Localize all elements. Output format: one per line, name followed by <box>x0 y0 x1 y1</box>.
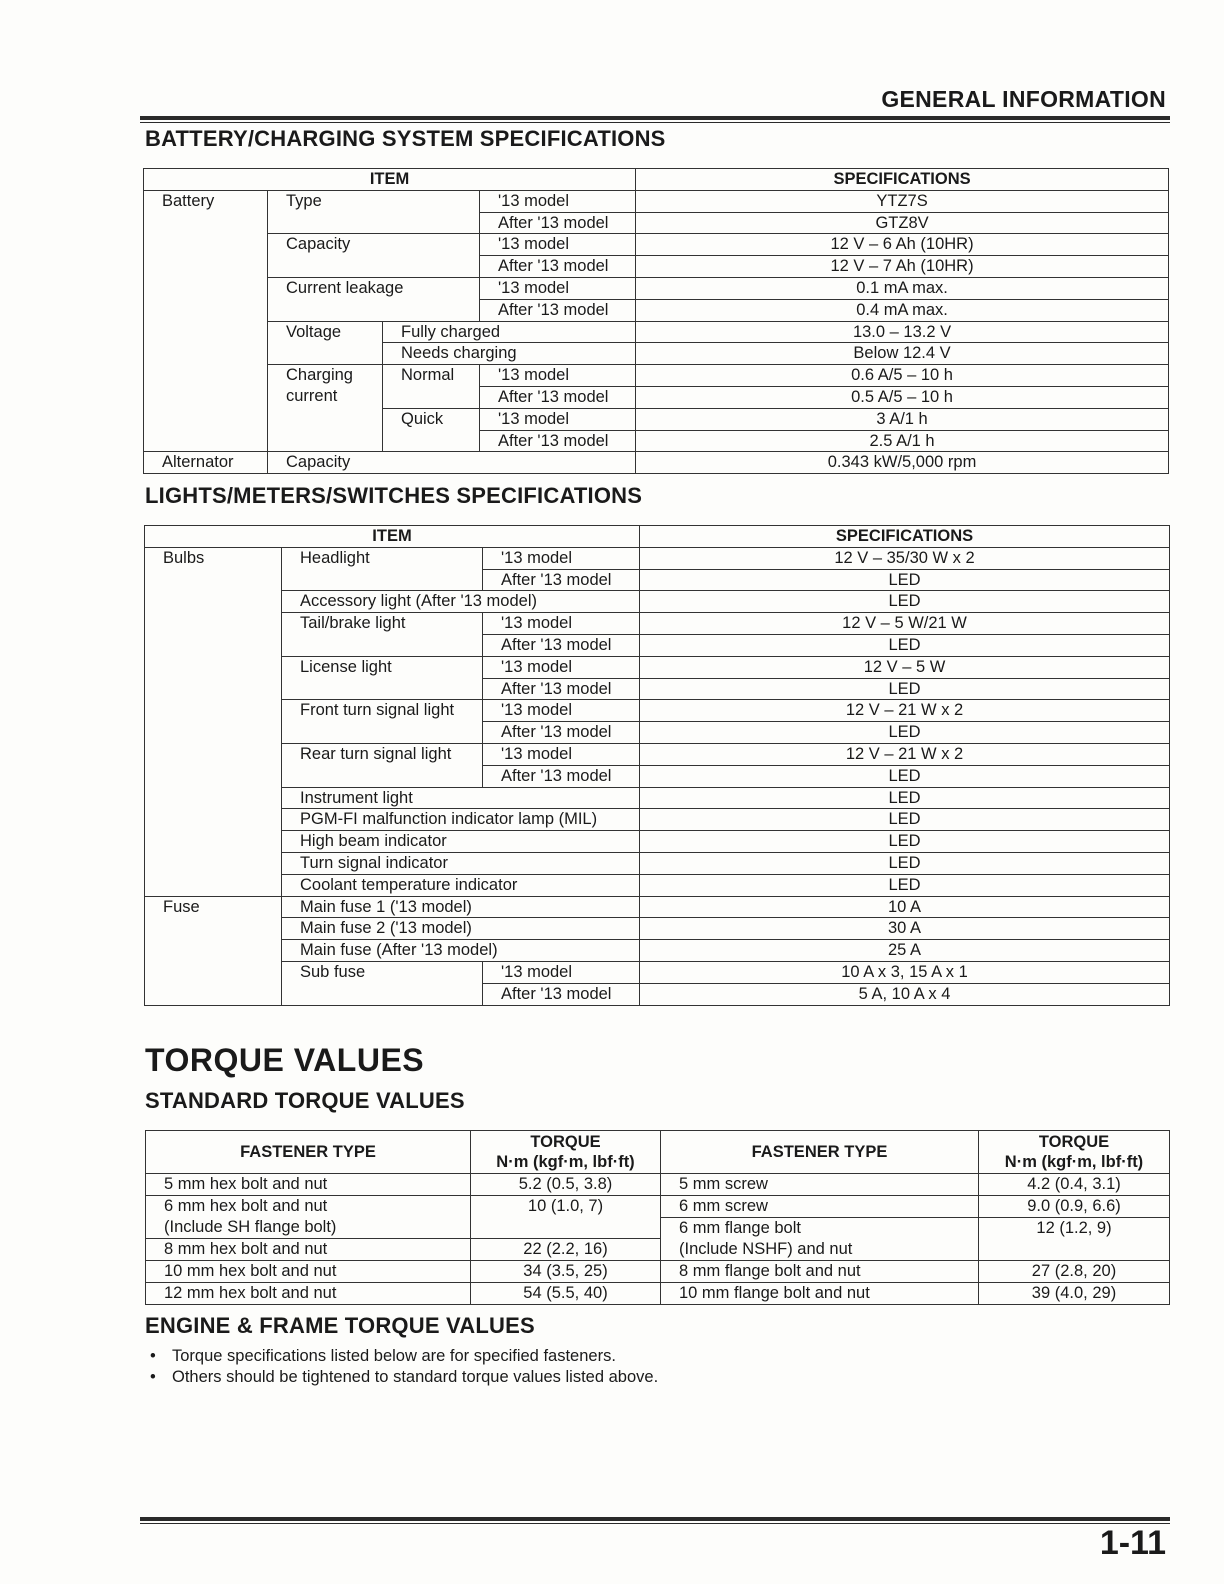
item-charging: Charging <box>268 365 383 387</box>
sub-item: Normal <box>383 365 480 387</box>
table-header-row <box>144 169 1169 191</box>
model-label: '13 model <box>483 961 640 983</box>
item-rear-turn: Rear turn signal light <box>282 743 483 765</box>
table-header-row <box>145 526 1170 548</box>
model-label: After '13 model <box>483 983 640 1005</box>
spec-value: 12 V – 5 W/21 W <box>640 613 1170 635</box>
spec-value: LED <box>640 852 1170 874</box>
col-fastener-left: FASTENER TYPE <box>146 1131 471 1174</box>
spec-value: 0.1 mA max. <box>636 277 1169 299</box>
section-header-title: GENERAL INFORMATION <box>881 86 1166 112</box>
col-torque-right <box>979 1131 1170 1174</box>
table-row <box>145 547 1170 569</box>
table-row <box>144 190 1169 212</box>
group-bulbs: Bulbs <box>145 547 282 569</box>
table-row <box>144 234 1169 256</box>
model-label: '13 model <box>483 743 640 765</box>
table-row <box>145 678 1170 700</box>
item-headlight: Headlight <box>282 547 483 569</box>
item-capacity: Capacity <box>268 234 480 256</box>
spec-value: LED <box>640 765 1170 787</box>
item-voltage: Voltage <box>268 321 383 343</box>
table-row <box>146 1174 1170 1196</box>
model-label: '13 model <box>483 656 640 678</box>
header-rule-thin <box>140 122 1170 123</box>
spec-value: 5 A, 10 A x 4 <box>640 983 1170 1005</box>
spec-value: LED <box>640 722 1170 744</box>
list-item <box>150 1346 658 1367</box>
footer-rule-thin <box>140 1523 1170 1524</box>
spec-value: Below 12.4 V <box>636 343 1169 365</box>
model-label: '13 model <box>483 547 640 569</box>
torque-value: 39 (4.0, 29) <box>979 1283 1170 1305</box>
spec-value: LED <box>640 809 1170 831</box>
spec-value: 0.5 A/5 – 10 h <box>636 386 1169 408</box>
table-row <box>145 591 1170 613</box>
table-row <box>146 1283 1170 1305</box>
model-label: '13 model <box>480 277 636 299</box>
table-row <box>144 430 1169 452</box>
spec-value: LED <box>640 634 1170 656</box>
engine-frame-title: ENGINE & FRAME TORQUE VALUES <box>145 1313 535 1338</box>
fastener-line: 6 mm hex bolt and nut <box>164 1197 328 1215</box>
model-label: After '13 model <box>483 765 640 787</box>
model-label: After '13 model <box>480 212 636 234</box>
item-turn-indicator: Turn signal indicator <box>282 852 640 874</box>
lights-section-title: LIGHTS/METERS/SWITCHES SPECIFICATIONS <box>145 483 643 508</box>
bullet-icon: • <box>150 1367 156 1386</box>
fastener-type: 6 mm screw <box>661 1196 979 1218</box>
table-row <box>145 809 1170 831</box>
bullet-text: Others should be tightened to standard torque values listed above. <box>172 1367 659 1386</box>
table-row <box>145 787 1170 809</box>
spec-value: 0.6 A/5 – 10 h <box>636 365 1169 387</box>
battery-spec-table <box>143 168 1169 474</box>
table-row <box>144 408 1169 430</box>
col-item-header: ITEM <box>145 526 640 548</box>
model-label: After '13 model <box>480 386 636 408</box>
item-current: current <box>268 386 383 408</box>
table-row <box>145 722 1170 744</box>
model-label: '13 model <box>480 408 636 430</box>
spec-value: 12 V – 7 Ah (10HR) <box>636 256 1169 278</box>
table-row <box>146 1261 1170 1283</box>
item-current-leakage: Current leakage <box>268 277 480 299</box>
standard-torque-title: STANDARD TORQUE VALUES <box>145 1088 465 1113</box>
spec-value: 2.5 A/1 h <box>636 430 1169 452</box>
model-label: After '13 model <box>483 722 640 744</box>
bullet-text: Torque specifications listed below are for specified fasteners. <box>172 1347 616 1365</box>
spec-value: 30 A <box>640 918 1170 940</box>
spec-value: 3 A/1 h <box>636 408 1169 430</box>
spec-value: GTZ8V <box>636 212 1169 234</box>
model-label: '13 model <box>483 700 640 722</box>
model-label: After '13 model <box>480 256 636 278</box>
item-mainfuse1: Main fuse 1 ('13 model) <box>282 896 640 918</box>
item-pgm: PGM-FI malfunction indicator lamp (MIL) <box>282 809 640 831</box>
table-row <box>144 212 1169 234</box>
table-row <box>145 874 1170 896</box>
group-fuse: Fuse <box>145 896 282 918</box>
sub-item: Fully charged <box>383 321 636 343</box>
model-label: After '13 model <box>480 299 636 321</box>
item-coolant: Coolant temperature indicator <box>282 874 640 896</box>
page-number: 1-11 <box>1099 1524 1166 1562</box>
table-row <box>144 321 1169 343</box>
item-tail: Tail/brake light <box>282 613 483 635</box>
table-row <box>144 343 1169 365</box>
group-alternator: Alternator <box>144 452 268 474</box>
group-battery: Battery <box>144 190 268 212</box>
col-item-header: ITEM <box>144 169 636 191</box>
torque-value: 12 (1.2, 9) <box>979 1218 1170 1261</box>
table-row <box>145 918 1170 940</box>
table-row <box>145 983 1170 1005</box>
item-type: Type <box>268 190 480 212</box>
header-rule <box>140 116 1170 120</box>
torque-value: 27 (2.8, 20) <box>979 1261 1170 1283</box>
bullet-list <box>150 1346 658 1387</box>
fastener-line: 6 mm flange bolt <box>679 1219 801 1237</box>
spec-value: 10 A x 3, 15 A x 1 <box>640 961 1170 983</box>
torque-title: TORQUE VALUES <box>145 1042 425 1078</box>
model-label: '13 model <box>480 190 636 212</box>
fastener-line: (Include SH flange bolt) <box>164 1218 337 1236</box>
fastener-type: 12 mm hex bolt and nut <box>146 1283 471 1305</box>
spec-value: LED <box>640 874 1170 896</box>
torque-value: 9.0 (0.9, 6.6) <box>979 1196 1170 1218</box>
fastener-type: 10 mm hex bolt and nut <box>146 1261 471 1283</box>
torque-value: 10 (1.0, 7) <box>471 1196 661 1239</box>
model-label: '13 model <box>483 613 640 635</box>
col-spec-header: SPECIFICATIONS <box>636 169 1169 191</box>
table-row <box>145 852 1170 874</box>
item-mainfuseA: Main fuse (After '13 model) <box>282 940 640 962</box>
torque-value: 54 (5.5, 40) <box>471 1283 661 1305</box>
table-row <box>144 452 1169 474</box>
spec-value: LED <box>640 591 1170 613</box>
model-label: After '13 model <box>480 430 636 452</box>
table-row <box>144 386 1169 408</box>
fastener-type <box>661 1218 979 1261</box>
model-label: '13 model <box>480 365 636 387</box>
spec-value: 12 V – 35/30 W x 2 <box>640 547 1170 569</box>
sub-item: Quick <box>383 408 480 430</box>
spec-value: LED <box>640 787 1170 809</box>
item-highbeam: High beam indicator <box>282 831 640 853</box>
sub-item: Needs charging <box>383 343 636 365</box>
table-row <box>145 700 1170 722</box>
spec-value: 12 V – 21 W x 2 <box>640 700 1170 722</box>
table-row <box>145 961 1170 983</box>
torque-value: 34 (3.5, 25) <box>471 1261 661 1283</box>
spec-value: 0.4 mA max. <box>636 299 1169 321</box>
fastener-type: 8 mm hex bolt and nut <box>146 1239 471 1261</box>
item-front-turn: Front turn signal light <box>282 700 483 722</box>
table-row <box>146 1196 1170 1218</box>
table-row <box>145 613 1170 635</box>
table-row <box>144 256 1169 278</box>
table-header-row <box>146 1131 1170 1174</box>
table-row <box>144 299 1169 321</box>
spec-value: 0.343 kW/5,000 rpm <box>636 452 1169 474</box>
fastener-line: (Include NSHF) and nut <box>679 1240 853 1258</box>
table-row <box>145 831 1170 853</box>
lights-spec-table <box>144 525 1170 1006</box>
spec-value: 25 A <box>640 940 1170 962</box>
col-spec-header: SPECIFICATIONS <box>640 526 1170 548</box>
torque-unit: N·m (kgf·m, lbf·ft) <box>496 1153 635 1171</box>
bullet-icon: • <box>150 1347 156 1365</box>
table-row <box>145 656 1170 678</box>
item-mainfuse2: Main fuse 2 ('13 model) <box>282 918 640 940</box>
torque-label: TORQUE <box>530 1133 601 1151</box>
model-label: After '13 model <box>483 569 640 591</box>
table-row <box>145 743 1170 765</box>
item-license: License light <box>282 656 483 678</box>
spec-value: 12 V – 21 W x 2 <box>640 743 1170 765</box>
model-label: After '13 model <box>483 634 640 656</box>
table-row <box>145 634 1170 656</box>
fastener-type: 8 mm flange bolt and nut <box>661 1261 979 1283</box>
table-row <box>144 365 1169 387</box>
battery-section-title: BATTERY/CHARGING SYSTEM SPECIFICATIONS <box>145 126 666 151</box>
torque-unit: N·m (kgf·m, lbf·ft) <box>1004 1153 1144 1171</box>
item-subfuse: Sub fuse <box>282 961 483 983</box>
item-alt-capacity: Capacity <box>268 452 636 474</box>
table-row <box>145 940 1170 962</box>
spec-value: LED <box>640 678 1170 700</box>
fastener-type: 5 mm screw <box>661 1174 979 1196</box>
torque-label: TORQUE <box>1038 1133 1110 1151</box>
spec-value: LED <box>640 831 1170 853</box>
table-row <box>145 765 1170 787</box>
torque-value: 4.2 (0.4, 3.1) <box>979 1174 1170 1196</box>
spec-value: 13.0 – 13.2 V <box>636 321 1169 343</box>
torque-value: 5.2 (0.5, 3.8) <box>471 1174 661 1196</box>
standard-torque-table <box>145 1130 1170 1305</box>
fastener-type <box>146 1196 471 1239</box>
torque-value: 22 (2.2, 16) <box>471 1239 661 1261</box>
spec-value: 12 V – 6 Ah (10HR) <box>636 234 1169 256</box>
table-row <box>145 569 1170 591</box>
col-torque-left <box>471 1131 661 1174</box>
spec-value: 10 A <box>640 896 1170 918</box>
spec-value: YTZ7S <box>636 190 1169 212</box>
table-row <box>145 896 1170 918</box>
fastener-type: 5 mm hex bolt and nut <box>146 1174 471 1196</box>
fastener-type: 10 mm flange bolt and nut <box>661 1283 979 1305</box>
col-fastener-right: FASTENER TYPE <box>661 1131 979 1174</box>
model-label: After '13 model <box>483 678 640 700</box>
spec-value: 12 V – 5 W <box>640 656 1170 678</box>
footer-rule <box>140 1517 1170 1521</box>
model-label: '13 model <box>480 234 636 256</box>
list-item <box>150 1367 658 1388</box>
spec-value: LED <box>640 569 1170 591</box>
item-accessory: Accessory light (After '13 model) <box>282 591 640 613</box>
item-instrument: Instrument light <box>282 787 640 809</box>
table-row <box>144 277 1169 299</box>
